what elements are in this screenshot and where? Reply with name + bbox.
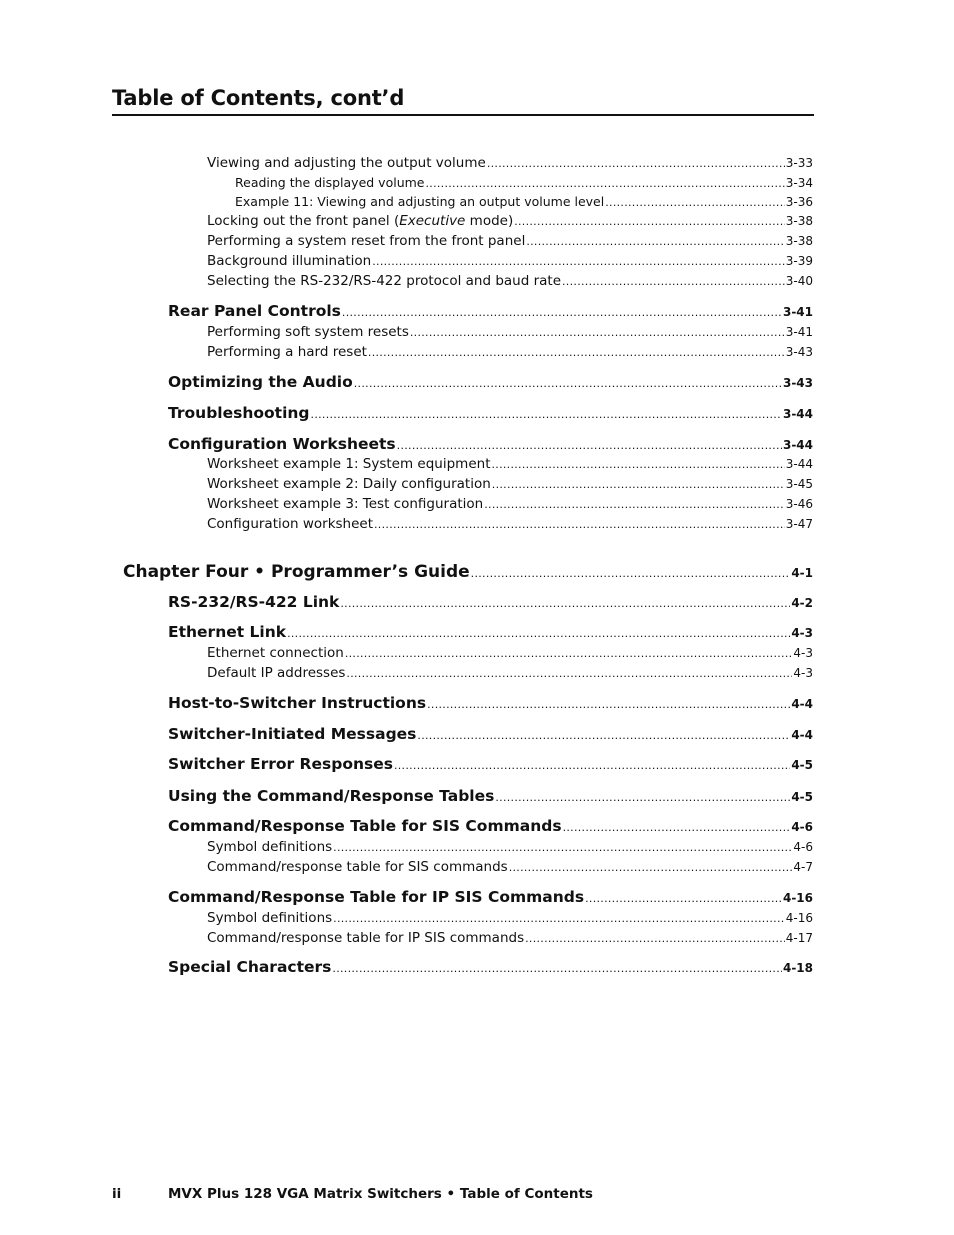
toc-page-number: 4-17 — [785, 931, 813, 945]
dot-leader — [417, 725, 790, 743]
toc-entry-title: Background illumination — [207, 253, 372, 269]
dot-leader — [487, 155, 785, 171]
dot-leader — [492, 476, 785, 492]
toc-entry-item — [207, 273, 813, 289]
toc-entry-item — [207, 930, 813, 946]
toc-entry-title: Troubleshooting — [168, 404, 310, 422]
toc-entry-title: Performing a hard reset — [207, 344, 367, 360]
toc-page-number: 3-46 — [785, 497, 813, 511]
toc-page-number: 4-3 — [791, 626, 813, 640]
toc-entry-item — [207, 516, 813, 532]
toc-entry-item — [207, 645, 813, 661]
dot-leader — [410, 324, 785, 340]
dot-leader — [345, 645, 793, 661]
toc-entry-title: Default IP addresses — [207, 665, 346, 681]
dot-leader — [605, 194, 785, 209]
toc-entry-title: Reading the displayed volume — [235, 175, 425, 190]
toc-page-number: 4-1 — [791, 566, 813, 580]
toc-page-number: 4-5 — [791, 790, 813, 804]
toc-entry-title: Configuration Worksheets — [168, 435, 396, 453]
dot-leader — [332, 958, 782, 976]
toc-page-number: 4-6 — [793, 840, 813, 854]
running-title: MVX Plus 128 VGA Matrix Switchers • Table of Contents — [168, 1186, 593, 1202]
toc-page-number: 3-43 — [785, 345, 813, 359]
toc-entry-title: Using the Command/Response Tables — [168, 787, 495, 805]
dot-leader — [346, 665, 792, 681]
toc-entry-section — [168, 958, 813, 976]
toc-entry-title: Performing a system reset from the front panel — [207, 233, 526, 249]
dot-leader — [342, 302, 782, 320]
toc-entry-item — [207, 253, 813, 269]
toc-entry-section — [168, 435, 813, 453]
dot-leader — [484, 496, 785, 512]
toc-page-number: 3-40 — [785, 274, 813, 288]
dot-leader — [525, 930, 785, 946]
toc-entry-item — [207, 324, 813, 340]
toc-page-number: 4-6 — [791, 820, 813, 834]
toc-entry-section — [168, 888, 813, 906]
toc-entry-title: Command/response table for SIS commands — [207, 859, 508, 875]
dot-leader — [562, 273, 785, 289]
page-title: Table of Contents, cont’d — [112, 84, 814, 116]
toc-page-number: 3-36 — [785, 195, 813, 209]
toc-entry-title: Command/Response Table for IP SIS Commands — [168, 888, 585, 906]
toc-entry-section — [168, 725, 813, 743]
dot-leader — [563, 817, 791, 835]
toc-entry-section — [168, 755, 813, 773]
toc-entry-title: Command/Response Table for SIS Commands — [168, 817, 562, 835]
toc-entry-title: Chapter Four • Programmer’s Guide — [123, 562, 470, 582]
toc-entry-title: Worksheet example 3: Test configuration — [207, 496, 484, 512]
page-number: ii — [112, 1186, 122, 1202]
toc-page-number: 4-16 — [782, 891, 813, 905]
toc-entry-title: Ethernet connection — [207, 645, 344, 661]
toc-page-number: 3-41 — [782, 305, 813, 319]
toc-entry-section — [168, 817, 813, 835]
toc-entry-section — [168, 302, 813, 320]
toc-entry-item — [207, 665, 813, 681]
dot-leader — [514, 213, 785, 229]
toc-entry-title: Worksheet example 1: System equipment — [207, 456, 491, 472]
toc-entry-title: Ethernet Link — [168, 623, 287, 641]
dot-leader — [495, 787, 790, 805]
toc-page-number: 3-39 — [785, 254, 813, 268]
toc-entry-title: Command/response table for IP SIS commands — [207, 930, 525, 946]
dot-leader — [287, 623, 790, 641]
toc-page-number: 4-3 — [793, 666, 813, 680]
toc-page-number: 3-33 — [785, 156, 813, 170]
toc-page-number: 4-18 — [782, 961, 813, 975]
toc-page-number: 3-44 — [785, 457, 813, 471]
toc-entry-item — [207, 859, 813, 875]
toc-entry-item — [207, 496, 813, 512]
dot-leader — [372, 253, 785, 269]
dot-leader — [492, 456, 785, 472]
toc-entry-chapter — [123, 562, 813, 582]
toc-entry-title: Symbol definitions — [207, 839, 333, 855]
toc-entry-section — [168, 787, 813, 805]
toc-entry-title: Rear Panel Controls — [168, 302, 341, 320]
toc-page-number: 4-5 — [791, 758, 813, 772]
toc-page-number: 3-45 — [785, 477, 813, 491]
toc-entry-title: Viewing and adjusting the output volume — [207, 155, 486, 171]
toc-entry-section — [168, 373, 813, 391]
toc-entry-item — [207, 839, 813, 855]
dot-leader — [526, 233, 784, 249]
dot-leader — [374, 516, 785, 532]
toc-entry-title: Worksheet example 2: Daily configuration — [207, 476, 491, 492]
toc-page-number: 4-4 — [791, 697, 813, 711]
toc-entry-item — [207, 456, 813, 472]
toc-entry-item — [207, 344, 813, 360]
toc-entry-item — [207, 213, 813, 229]
toc-entry-sub — [235, 175, 813, 190]
dot-leader — [368, 344, 785, 360]
toc-page-number: 3-43 — [782, 376, 813, 390]
toc-page-number: 3-34 — [785, 176, 813, 190]
dot-leader — [471, 562, 791, 582]
toc-page-number: 4-7 — [793, 860, 813, 874]
dot-leader — [426, 175, 785, 190]
toc-page-number: 4-2 — [791, 596, 813, 610]
toc-entry-title: Selecting the RS-232/RS-422 protocol and baud rate — [207, 273, 562, 289]
toc-page-number: 4-16 — [785, 911, 813, 925]
toc-entry-title: RS-232/RS-422 Link — [168, 593, 340, 611]
dot-leader — [394, 755, 790, 773]
dot-leader — [509, 859, 793, 875]
toc-entry-title: Optimizing the Audio — [168, 373, 353, 391]
toc-entry-section — [168, 623, 813, 641]
toc-entry-title: Example 11: Viewing and adjusting an output volume level — [235, 194, 605, 209]
toc-page-number: 3-38 — [785, 234, 813, 248]
dot-leader — [333, 910, 785, 926]
toc-entry-title: Locking out the front panel (Executive mode) — [207, 213, 514, 229]
toc-entry-title: Host-to-Switcher Instructions — [168, 694, 427, 712]
toc-entry-title: Configuration worksheet — [207, 516, 374, 532]
dot-leader — [340, 593, 790, 611]
toc-entry-item — [207, 910, 813, 926]
dot-leader — [354, 373, 782, 391]
toc-page-number: 3-41 — [785, 325, 813, 339]
toc-page-number: 3-47 — [785, 517, 813, 531]
toc-entry-item — [207, 233, 813, 249]
toc-entry-title: Switcher Error Responses — [168, 755, 393, 773]
toc-entry-section — [168, 694, 813, 712]
toc-entry-item — [207, 155, 813, 171]
toc-entry-title: Special Characters — [168, 958, 332, 976]
toc-page-number: 3-44 — [782, 407, 813, 421]
toc-entry-title: Switcher-Initiated Messages — [168, 725, 417, 743]
toc-page-number: 3-38 — [785, 214, 813, 228]
dot-leader — [427, 694, 790, 712]
dot-leader — [311, 404, 782, 422]
toc-entry-item — [207, 476, 813, 492]
toc-entry-sub — [235, 194, 813, 209]
dot-leader — [333, 839, 792, 855]
toc-entry-title: Symbol definitions — [207, 910, 333, 926]
dot-leader — [397, 435, 782, 453]
toc-entry-section — [168, 404, 813, 422]
toc-page-number: 4-3 — [793, 646, 813, 660]
toc-entry-title: Performing soft system resets — [207, 324, 409, 340]
toc-entry-section — [168, 593, 813, 611]
toc-page-number: 4-4 — [791, 728, 813, 742]
dot-leader — [585, 888, 782, 906]
toc-page-number: 3-44 — [782, 438, 813, 452]
